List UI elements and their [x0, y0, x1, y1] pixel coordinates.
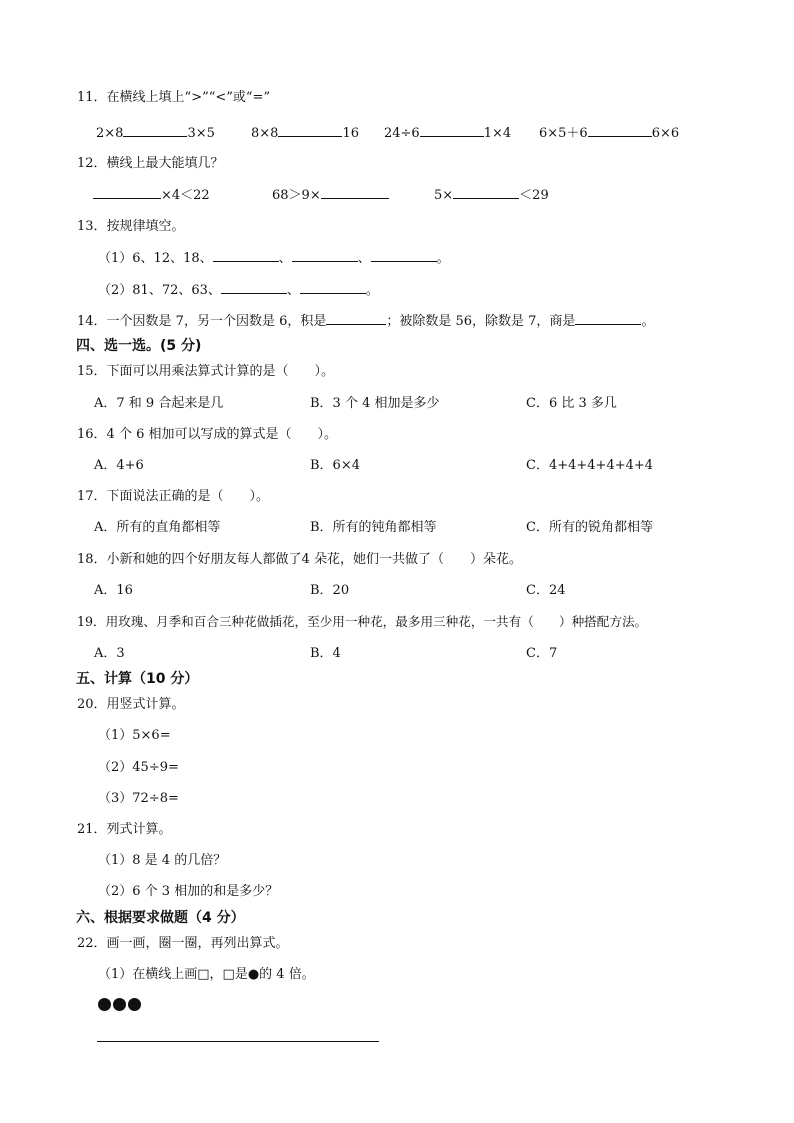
q12-title: 12．横线上最大能填几？	[77, 156, 224, 171]
q15-title: 15．下面可以用乘法算式计算的是（ ）。	[77, 364, 335, 379]
q11-item-2-right: 16	[342, 126, 359, 141]
section-5-heading: 五、计算（10 分）	[76, 671, 199, 687]
q12-item-2	[272, 186, 389, 205]
q20-item-2: （2）45÷9=	[98, 760, 179, 775]
q11-item-3-right: 1×4	[483, 126, 512, 141]
drawing-line[interactable]	[97, 1041, 379, 1042]
q12-item-2-left: 68＞9×	[272, 188, 321, 203]
section-6-heading: 六、根据要求做题（4 分）	[76, 910, 245, 926]
q21-item-1: （1）8 是 4 的几倍？	[98, 853, 227, 868]
q19-title: 19．用玫瑰、月季和百合三种花做插花，至少用一种花，最多用三种花，一共有（ ）种搭配方法。	[77, 614, 648, 629]
q12-item-1-right: ×4＜22	[161, 188, 210, 203]
q13-line-2	[98, 281, 379, 300]
q17-title: 17．下面说法正确的是（ ）。	[77, 489, 270, 504]
q20-item-1: （1）5×6=	[98, 728, 171, 743]
q19-option-c[interactable]: C．7	[526, 646, 558, 661]
q11-title: 11．在横线上填上“>”“<”或“=”	[77, 90, 271, 105]
q11-item-3-left: 24÷6	[384, 126, 420, 141]
q13-line-1-text: （1）6、12、18、	[98, 251, 213, 266]
q13-blank-3[interactable]	[371, 249, 437, 262]
q16-option-a[interactable]: A．4+6	[94, 458, 144, 473]
q11-item-3	[384, 124, 511, 143]
circles-group	[98, 998, 141, 1011]
q11-item-4-left: 6×5＋6	[539, 126, 588, 141]
q19-option-b[interactable]: B．4	[310, 646, 341, 661]
q13-sep: 、	[357, 251, 371, 266]
q18-title: 18．小新和她的四个好朋友每人都做了4 朵花，她们一共做了（ ）朵花。	[77, 552, 522, 567]
q14-part-1: 14．一个因数是 7，另一个因数是 6，积是	[77, 314, 327, 329]
q20-item-3: （3）72÷8=	[98, 791, 179, 806]
q13-end: 。	[365, 283, 379, 298]
q11-item-2	[251, 124, 359, 143]
section-4-heading: 四、选一选。(5 分)	[76, 338, 202, 354]
filled-circle-icon	[113, 998, 126, 1011]
q13-title: 13．按规律填空。	[77, 219, 185, 234]
q11-item-4-right: 6×6	[651, 126, 680, 141]
q13-sep: 、	[286, 283, 300, 298]
q16-option-c[interactable]: C．4+4+4+4+4+4	[526, 458, 654, 473]
q12-blank-1[interactable]	[93, 186, 161, 199]
q15-option-b[interactable]: B．3 个 4 相加是多少	[310, 396, 440, 411]
q11-item-4	[539, 124, 679, 143]
q12-blank-3[interactable]	[453, 186, 519, 199]
q12-blank-2[interactable]	[321, 186, 389, 199]
q14-blank-1[interactable]	[326, 312, 386, 325]
q13-blank-1[interactable]	[213, 249, 279, 262]
q20-title: 20．用竖式计算。	[77, 697, 185, 712]
q11-blank-1[interactable]	[123, 124, 187, 137]
q17-option-c[interactable]: C．所有的锐角都相等	[526, 520, 653, 535]
q19-option-a[interactable]: A．3	[94, 646, 125, 661]
q11-blank-3[interactable]	[420, 124, 484, 137]
q12-item-1	[93, 186, 210, 205]
q11-item-1	[96, 124, 215, 143]
q13-sep: 、	[278, 251, 292, 266]
q11-item-2-left: 8×8	[251, 126, 279, 141]
q13-line-1	[98, 249, 450, 268]
q18-option-c[interactable]: C．24	[526, 583, 566, 598]
q14	[77, 312, 654, 331]
q12-item-3-left: 5×	[434, 188, 454, 203]
q17-option-b[interactable]: B．所有的钝角都相等	[310, 520, 437, 535]
q14-blank-2[interactable]	[575, 312, 641, 325]
q11-item-1-right: 3×5	[187, 126, 215, 141]
q13-blank-5[interactable]	[300, 281, 366, 294]
filled-circle-icon	[98, 998, 111, 1011]
q12-item-3	[434, 186, 549, 205]
q22-title: 22．画一画，圈一圈，再列出算式。	[77, 936, 289, 951]
q16-title: 16．4 个 6 相加可以写成的算式是（ ）。	[77, 427, 337, 442]
q21-title: 21．列式计算。	[77, 822, 172, 837]
q15-option-a[interactable]: A．7 和 9 合起来是几	[94, 396, 224, 411]
q22-item-1: （1）在横线上画□，□是●的 4 倍。	[98, 967, 315, 982]
q13-blank-2[interactable]	[292, 249, 358, 262]
q16-option-b[interactable]: B．6×4	[310, 458, 360, 473]
q14-part-2: ；被除数是 56，除数是 7，商是	[386, 314, 576, 329]
q14-end: 。	[641, 314, 655, 329]
q21-item-2: （2）6 个 3 相加的和是多少？	[98, 884, 279, 899]
q11-blank-4[interactable]	[588, 124, 652, 137]
q13-line-2-text: （2）81、72、63、	[98, 283, 221, 298]
q13-blank-4[interactable]	[221, 281, 287, 294]
q11-item-1-left: 2×8	[96, 126, 124, 141]
q12-item-3-right: ＜29	[519, 188, 549, 203]
q15-option-c[interactable]: C．6 比 3 多几	[526, 396, 617, 411]
q17-option-a[interactable]: A．所有的直角都相等	[94, 520, 221, 535]
q13-end: 。	[436, 251, 450, 266]
filled-circle-icon	[128, 998, 141, 1011]
q11-blank-2[interactable]	[278, 124, 342, 137]
q18-option-b[interactable]: B．20	[310, 583, 350, 598]
q18-option-a[interactable]: A．16	[94, 583, 133, 598]
